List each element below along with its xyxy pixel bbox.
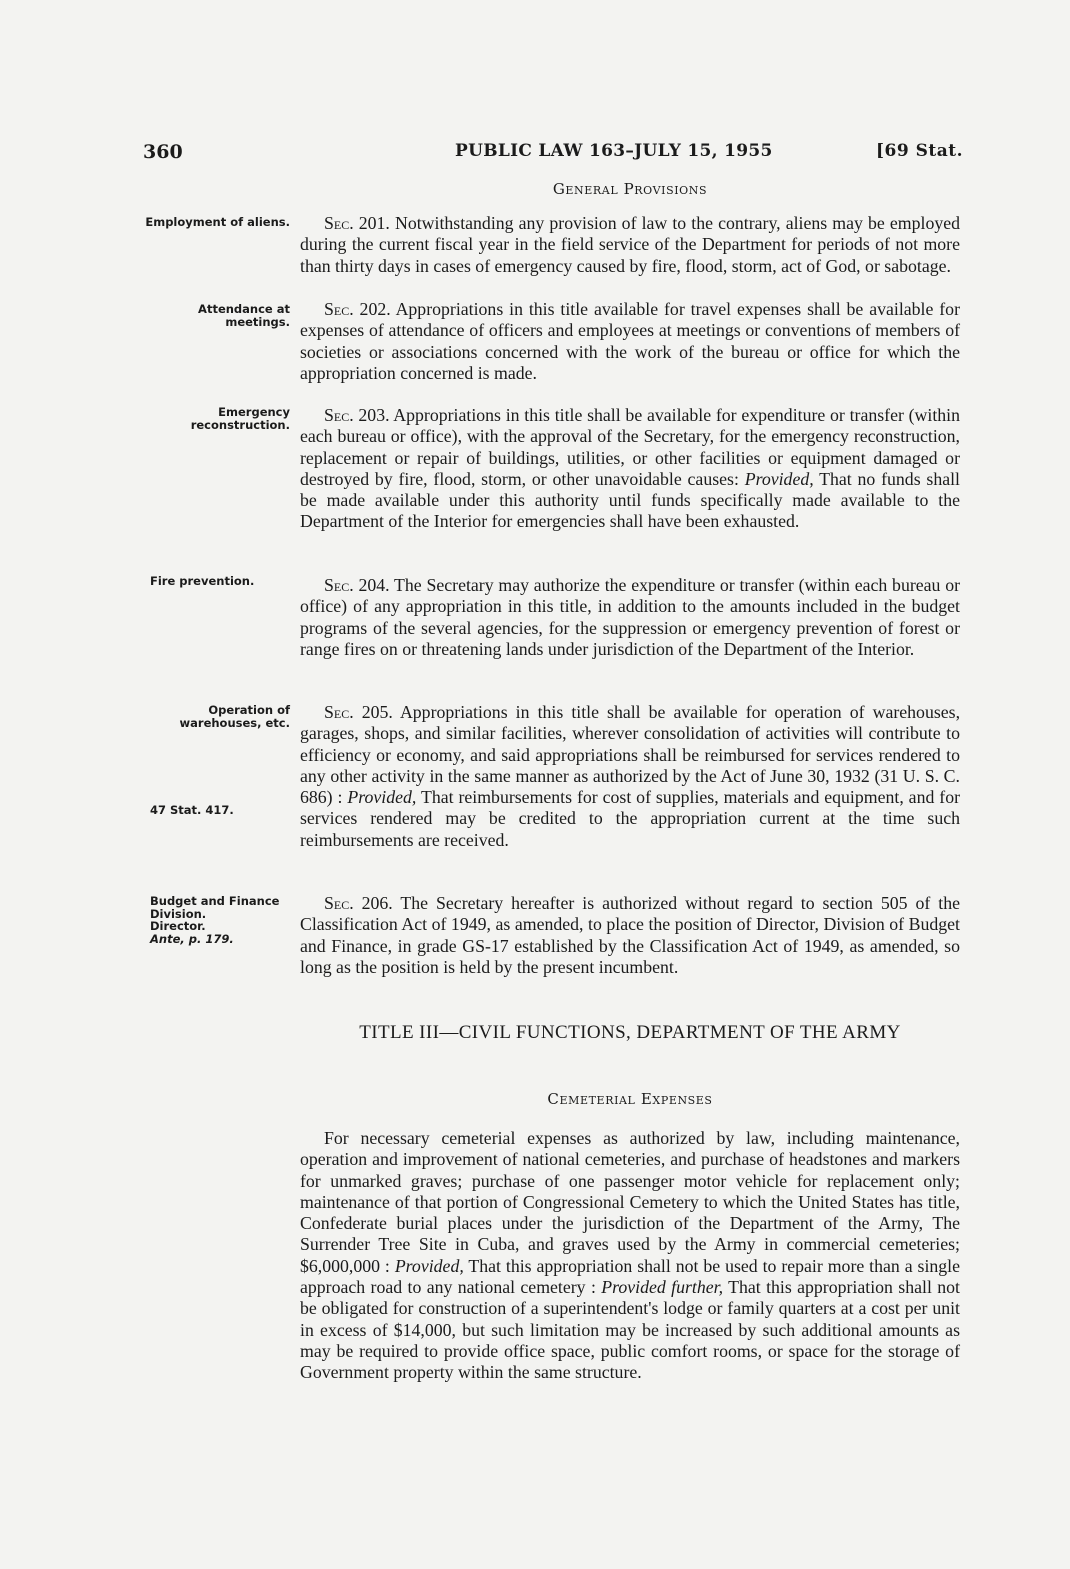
proviso: Provided, xyxy=(744,468,814,489)
general-provisions-heading: General Provisions xyxy=(552,180,708,198)
section-206 xyxy=(300,893,960,978)
section-text: Appropriations in this title shall be available for expenditure or transfer (within each bureau or office), with the approval of the Secretary, for the emergency reconstruction, replacement or repair of buildings, utilities, or other facilities or equipment damaged or destroyed by fire, flood, storm, or other unavoidable causes: xyxy=(300,405,960,489)
section-label: Sec. 202. xyxy=(324,299,391,319)
proviso: Provided, xyxy=(394,1255,464,1276)
cemeterial-expenses-heading: Cemeterial Expenses xyxy=(547,1090,713,1108)
section-text: The Secretary hereafter is authorized without regard to section 505 of the Classification Act of 1949, as amended, to place the position of Director, Division of Budget and Finance, in grade GS-17 established by the Classification Act of 1949, as amended, so long as the position is held by the present incumbent. xyxy=(300,893,961,977)
proviso-further: Provided further, xyxy=(601,1277,724,1298)
section-text-cont: That no funds shall be made available under this authority until funds specifically made available to the Department of the Interior for emergencies shall have been exhausted. xyxy=(300,468,960,532)
section-text: Appropriations in this title shall be available for operation of warehouses, garages, shops, and similar facilities, wherever consolidation of activities will contribute to efficiency or economy, and said appropriations shall be reimbursed for services rendered to any other activity in the same manner as authorized by the Act of June 30, 1932 (31 U. S. C. 686) : xyxy=(300,702,961,808)
margin-note-director: Director. xyxy=(150,919,206,933)
section-text: Appropriations in this title available for travel expenses shall be available for expenses of attendance of officers and employees at meetings or conventions of members of societies or associations concerned with the work of the bureau or office for which the appropriation concerned is made. xyxy=(300,299,960,383)
margin-note-ante xyxy=(150,933,290,946)
running-head: PUBLIC LAW 163–JULY 15, 1955 xyxy=(455,141,773,161)
section-label: Sec. 203. xyxy=(324,405,390,425)
section-label: Sec. 204. xyxy=(324,575,390,595)
section-label: Sec. 206. xyxy=(324,893,393,913)
margin-note-stat-ref: 47 Stat. 417. xyxy=(150,803,234,817)
margin-note-fire: Fire prevention. xyxy=(150,574,255,588)
paragraph-text-cont: That this appropriation shall not be used to repair more than a single approach road to any national cemetery : xyxy=(300,1255,960,1298)
margin-note-budget xyxy=(150,895,290,945)
section-text-cont: That reimbursements for cost of supplies, materials and equipment, and for services rendered may be credited to the appropriation current at the time such reimbursements are received. xyxy=(300,787,961,850)
margin-note-budget-title: Budget and Finance Division. xyxy=(150,894,280,921)
section-text: The Secretary may authorize the expenditure or transfer (within each bureau or office) of any appropriation in this title, in addition to the amounts included in the budget programs of the several agencies, for the suppression or emergency prevention of forest or range fires on or threatening lands under jurisdiction of the Department of the Interior. xyxy=(300,575,961,659)
section-204 xyxy=(300,575,960,660)
section-201 xyxy=(300,213,960,277)
margin-note-attendance: Attendance at meetings. xyxy=(198,302,290,329)
page-number: 360 xyxy=(143,141,183,163)
section-text: Notwithstanding any provision of law to the contrary, aliens may be employed during the current fiscal year in the field service of the Department for periods of not more than thirty days in cases of emergency caused by fire, flood, storm, act of God, or sabotage. xyxy=(300,213,961,276)
section-205 xyxy=(300,702,960,851)
cemeterial-expenses-paragraph xyxy=(300,1128,960,1384)
page-header xyxy=(143,141,965,169)
proviso: Provided, xyxy=(347,787,417,808)
section-label: Sec. 201. xyxy=(324,213,390,233)
section-203 xyxy=(300,405,960,533)
paragraph-text-end: That this appropriation shall not be obligated for construction of a superintendent's lodge or family quarters at a cost per unit in excess of $14,000, but such limitation may be increased by such additional amounts as may be required to provide office space, public comfort rooms, or space for the storage of Government property within the same structure. xyxy=(300,1277,960,1383)
margin-note-employment: Employment of aliens. xyxy=(145,215,290,229)
margin-note-emergency: Emergency reconstruction. xyxy=(190,405,290,432)
margin-note-warehouses: Operation of warehouses, etc. xyxy=(179,703,290,730)
section-label: Sec. 205. xyxy=(324,702,393,722)
section-202 xyxy=(300,299,960,384)
paragraph-text: For necessary cemeterial expenses as authorized by law, including maintenance, operation and improvement of national cemeteries, and purchase of headstones and markers for unmarked graves; purchase of one passenger motor vehicle for replacement only; maintenance of that portion of Congressional Cemetery to which the United States has title, Confederate burial places under the jurisdiction of the Department of the Army, The Surrender Tree Site in Cuba, and graves used by the Army in commercial cemeteries; $6,000,000 : xyxy=(300,1128,960,1276)
volume-reference: [69 Stat. xyxy=(875,141,963,161)
margin-note-ante-text: Ante, p. 179. xyxy=(150,931,234,946)
title-iii-heading: TITLE III—CIVIL FUNCTIONS, DEPARTMENT OF THE ARMY xyxy=(359,1022,901,1043)
